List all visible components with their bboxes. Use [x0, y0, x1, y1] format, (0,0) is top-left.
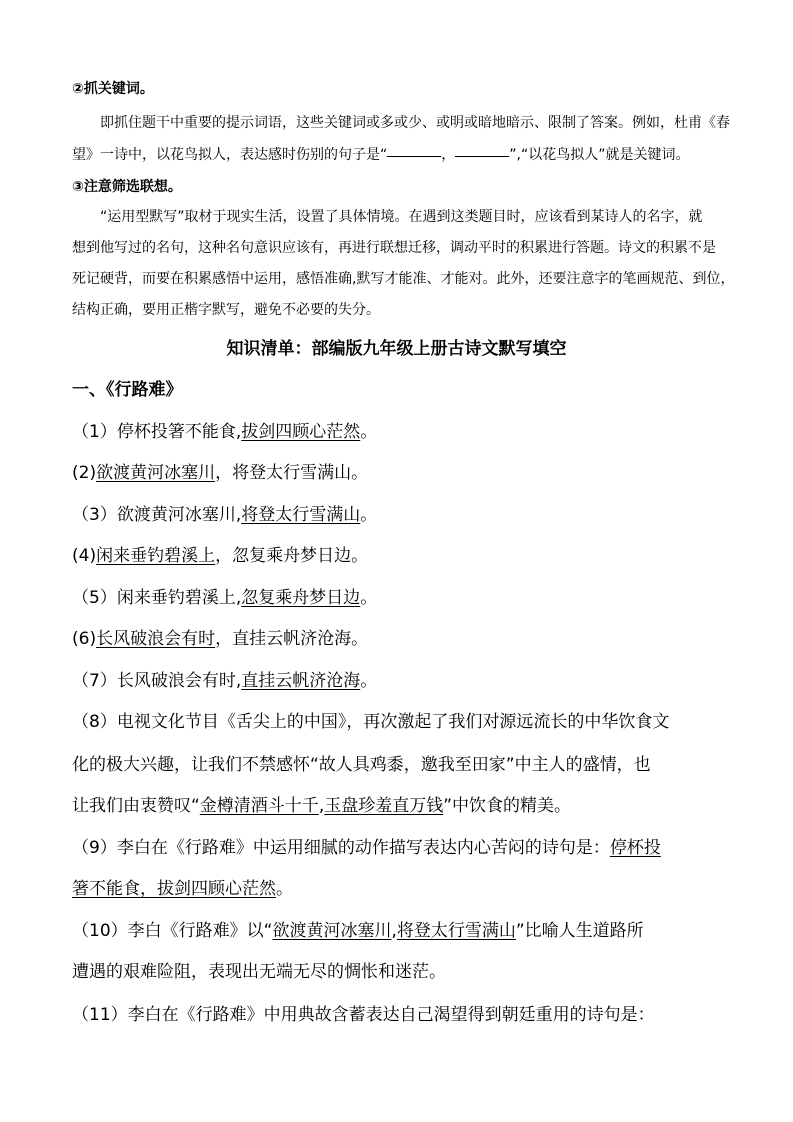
question-text: （7）长风破浪会有时,	[72, 671, 242, 691]
question-7	[72, 666, 377, 691]
page-title: 知识清单：部编版九年级上册古诗文默写填空	[226, 339, 567, 359]
question-9-line-1	[72, 833, 661, 858]
question-text: ，忽复乘舟梦日边。	[215, 546, 369, 566]
answer-text: 玉盘珍羞直万钱	[324, 796, 444, 816]
answer-text: 金樽清酒斗十千	[199, 796, 319, 816]
answer-text: 停杯投	[609, 838, 661, 858]
paragraph-line: 想到他写过的名句，这种名句意识应该有，再进行联想迁移，调动平时的积累进行答题。诗文的积累不是	[72, 240, 716, 256]
heading-filter-associate: ③注意筛选联想。	[72, 179, 182, 195]
question-2	[72, 458, 368, 483]
question-text: 。	[360, 588, 378, 608]
question-text: （9）李白在《行路难》中运用细腻的动作描写表达内心苦闷的诗句是：	[72, 838, 610, 858]
question-8-line-3	[72, 791, 571, 816]
section-heading: 一、《行路难》	[72, 380, 183, 400]
question-text: 。	[360, 422, 378, 442]
question-text: （1）停杯投箸不能食,	[72, 422, 242, 442]
question-text: (4)	[72, 546, 97, 566]
answer-text: 将登太行雪满山	[396, 921, 516, 941]
question-text: （3）欲渡黄河冰塞川,	[72, 505, 242, 525]
answer-blank	[387, 155, 441, 157]
answer-text: 欲渡黄河冰塞川	[272, 921, 392, 941]
question-text: 。	[360, 505, 378, 525]
question-6	[72, 624, 368, 649]
text-segment: ”,“以花鸟拟人”就是关键词。	[509, 147, 690, 163]
heading-grasp-keywords: ②抓关键词。	[72, 81, 154, 97]
paragraph-line	[72, 144, 689, 164]
answer-text: 箸不能食，拔剑四顾心茫然	[72, 879, 276, 899]
question-text: （10）李白《行路难》以“	[72, 921, 273, 941]
question-1	[72, 417, 377, 442]
question-8-line-2: 化的极大兴趣，让我们不禁感怀“故人具鸡黍，邀我至田家”中主人的盛情，也	[72, 755, 651, 775]
paragraph-line: 结构正确，要用正楷字默写，避免不必要的失分。	[72, 302, 380, 318]
answer-text: 欲渡黄河冰塞川	[96, 463, 216, 483]
question-text: ,	[318, 796, 325, 816]
answer-text: 拔剑四顾心茫然	[241, 422, 361, 442]
answer-text: 闲来垂钓碧溪上	[96, 546, 216, 566]
question-5	[72, 583, 377, 608]
question-text: ”比喻人生道路所	[515, 921, 644, 941]
question-10-line-1	[72, 916, 644, 941]
question-4	[72, 541, 368, 566]
answer-text: 长风破浪会有时	[96, 629, 216, 649]
question-text: ，将登太行雪满山。	[215, 463, 369, 483]
question-3	[72, 500, 377, 525]
answer-text: 直挂云帆济沧海	[241, 671, 361, 691]
question-text: （5）闲来垂钓碧溪上,	[72, 588, 242, 608]
question-text: 。	[276, 879, 293, 899]
question-text: ”中饮食的精美。	[443, 796, 572, 816]
paragraph-line: 即抓住题干中重要的提示词语，这些关键词或多或少、或明或暗地暗示、限制了答案。例如，杜甫《春	[100, 115, 730, 131]
question-text: 。	[360, 671, 378, 691]
answer-text: 将登太行雪满山	[241, 505, 361, 525]
paragraph-line: 死记硬背，而要在积累感悟中运用，感悟准确,默写才能准、才能对。此外，还要注意字的笔画规范、到位，	[72, 271, 735, 287]
question-text: (6)	[72, 629, 97, 649]
question-11-line-1: （11）李白在《行路难》中用典故含蓄表达自己渴望得到朝廷重用的诗句是：	[72, 1005, 655, 1025]
paragraph-line: “运用型默写”取材于现实生活，设置了具体情境。在遇到这类题目时，应该看到某诗人的名字，就	[100, 209, 703, 225]
question-8-line-1: （8）电视文化节目《舌尖上的中国》，再次激起了我们对源远流长的中华饮食文	[72, 712, 670, 732]
question-9-line-2	[72, 874, 293, 899]
question-text: (2)	[72, 463, 97, 483]
question-text: 让我们由衷赞叹“	[72, 796, 200, 816]
question-10-line-2: 遭遇的艰难险阻，表现出无端无尽的惆怅和迷茫。	[72, 962, 446, 982]
question-text: ,	[391, 921, 397, 941]
answer-text: 忽复乘舟梦日边	[241, 588, 361, 608]
answer-blank	[455, 155, 509, 157]
text-segment: 望》一诗中，以花鸟拟人，表达感时伤别的句子是“	[72, 147, 388, 163]
text-segment: ，	[441, 147, 456, 163]
question-text: ，直挂云帆济沧海。	[215, 629, 369, 649]
